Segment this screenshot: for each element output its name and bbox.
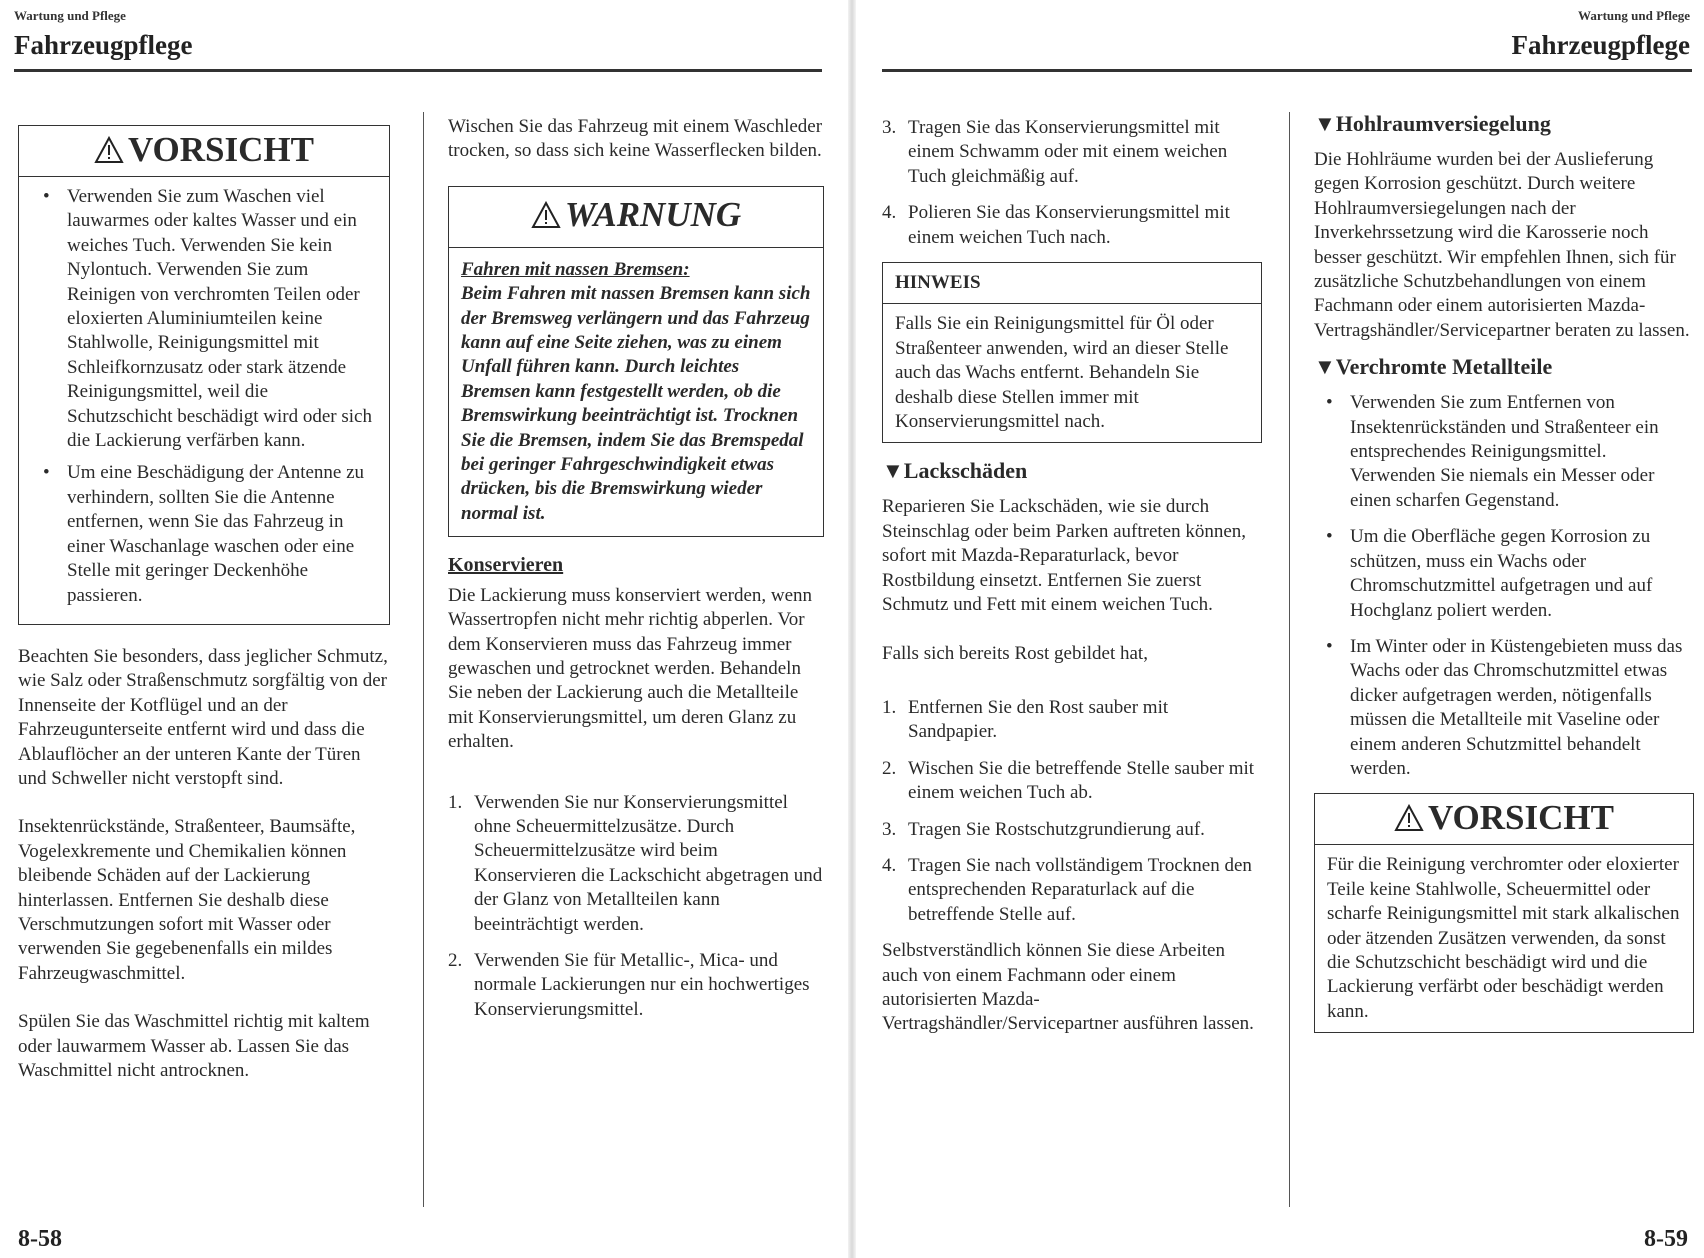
paragraph: Spülen Sie das Waschmittel richtig mit kaltem oder lauwarmem Wasser ab. Lassen Sie das Waschmittel nicht antrocknen. (18, 1011, 370, 1081)
paragraph: Selbstverständlich können Sie diese Arbeiten auch von einem Fachmann oder einem autorisierten Mazda-Vertragshändler/Servicepartner ausführen lassen. (882, 940, 1254, 1035)
column-divider (1289, 112, 1290, 1207)
list-item: 4. Tragen Sie nach vollständigem Trocknen den entsprechenden Reparaturlack auf die betreffende Stelle auf. (882, 854, 1252, 925)
vorsicht-box (1314, 793, 1694, 1033)
konservieren-steps (448, 791, 824, 1023)
list-item: 3. Tragen Sie das Konservierungsmittel mit einem Schwamm oder mit einem weichen Tuch gleichmäßig auf. (882, 117, 1228, 187)
paragraph: Die Lackierung muss konserviert werden, wenn Wassertropfen nicht mehr richtig abperlen. Vor dem Konservieren muss das Fahrzeug immer gewaschen und getrocknet werden. Behandeln Sie neben der Lackierung auch die Metallteile mit Konservierungsmittel, um deren Glanz zu erhalten. (448, 584, 813, 753)
section-title-metallteile: ▼Verchromte Metallteile (1314, 354, 1553, 380)
vorsicht-header (1315, 794, 1693, 845)
vorsicht-header (19, 126, 389, 177)
list-item: • Um die Oberfläche gegen Korrosion zu schützen, muss ein Wachs oder Chromschutzmittel aufgetragen und auf Hochglanz poliert werden. (1314, 525, 1694, 623)
warnung-body (449, 248, 823, 536)
metallteile-list (1314, 391, 1694, 781)
running-head: Wartung und Pflege (1578, 8, 1690, 23)
hinweis-header: HINWEIS (883, 263, 1261, 304)
chapter-title: Fahrzeugpflege (14, 30, 193, 60)
warnung-subtitle: Fahren mit nassen Bremsen: (461, 258, 690, 280)
list-item: 3. Tragen Sie Rostschutzgrundierung auf. (882, 818, 1205, 840)
warning-triangle-icon (1394, 797, 1424, 845)
list-item: • Um eine Beschädigung der Antenne zu verhindern, sollten Sie die Antenne entfernen, wenn Sie das Fahrzeug in einer Waschanlage waschen oder eine Stelle mit geringer Deckenhöhe passieren. (31, 461, 377, 607)
left-column-1 (18, 125, 393, 1107)
triangle-down-icon: ▼ (882, 458, 904, 484)
page-number: 8-58 (18, 1226, 62, 1252)
triangle-down-icon: ▼ (1314, 354, 1336, 380)
paragraph: Die Hohlräume wurden bei der Auslieferung gegen Korrosion geschützt. Durch weitere Hohlraumversiegelungen nach der Inverkehrssetzung wird die Karosserie noch besser geschützt. Wir empfehlen Ihnen, sich für zusätzliche Schutzbehandlungen von einem Fachmann oder einem autorisierten Mazda-Vertragshändler/Servicepartner beraten zu lassen. (1314, 149, 1690, 341)
list-item: • Im Winter oder in Küstengebieten muss das Wachs oder das Chromschutzmittel etwas dicker aufgetragen werden, nötigenfalls müssen die Metallteile mit Vaseline oder einem anderen Schutzmittel behandelt werden. (1314, 635, 1694, 781)
vorsicht-box (18, 125, 390, 625)
list-item: 2. Verwenden Sie für Metallic-, Mica- und normale Lackierungen nur ein hochwertiges Konservierungsmittel. (448, 949, 810, 1020)
header-rule (882, 69, 1692, 72)
list-item: 1. Entfernen Sie den Rost sauber mit Sandpapier. (882, 696, 1169, 743)
rust-steps (882, 696, 1262, 927)
list-item: 1. Verwenden Sie nur Konservierungsmittel ohne Scheuermittelzusätze. Durch Scheuermittelzusätze wird beim Konservieren die Lackschicht abgetragen und der Glanz von Metallteilen kann beeinträchtigt werden. (448, 791, 823, 935)
right-page (852, 0, 1704, 1258)
konservieren-steps-cont (882, 116, 1262, 250)
paragraph: Reparieren Sie Lackschäden, wie sie durch Steinschlag oder beim Parken auftreten können, sofort mit Mazda-Reparaturlack, bevor Rostbildung einsetzt. Entfernen Sie zuerst Schmutz und Fett mit einem weichen Tuch. (882, 496, 1247, 616)
list-item: • Verwenden Sie zum Entfernen von Insektenrückständen und Straßenteer ein entsprechendes Reinigungsmittel. Verwenden Sie niemals ein Messer oder einen scharfen Gegenstand. (1314, 391, 1694, 513)
warning-triangle-icon (94, 129, 124, 177)
list-item: 4. Polieren Sie das Konservierungsmittel mit einem weichen Tuch nach. (882, 202, 1230, 248)
triangle-down-icon: ▼ (1314, 111, 1336, 136)
list-item: • Verwenden Sie zum Waschen viel lauwarmes oder kaltes Wasser und ein weiches Tuch. Verwenden Sie kein Nylontuch. Verwenden Sie zum Reinigen von verchromten Teilen oder eloxierten Aluminiumteilen keine Stahlwolle, Reinigungsmittel mit Schleifkornzusatz oder stark ätzende Reinigungsmittel, weil die Schutzschicht beschädigt wird oder sich die Lackierung verfärben kann. (31, 185, 377, 453)
page-number: 8-59 (1644, 1226, 1688, 1252)
vorsicht-title: VORSICHT (127, 130, 314, 169)
running-head: Wartung und Pflege (14, 8, 126, 23)
warnung-text: Beim Fahren mit nassen Bremsen kann sich der Bremsweg verlängern und das Fahrzeug kann auf eine Seite ziehen, was zu einem Unfall führen kann. Durch leichtes Bremsen kann festgestellt werden, ob die Bremswirkung beeinträchtigt ist. Trocknen Sie die Bremsen, indem Sie das Bremspedal bei geringer Fahrgeschwindigkeit etwas drücken, bis die Bremswirkung wieder normal ist. (461, 283, 811, 524)
paragraph: Insektenrückstände, Straßenteer, Baumsäfte, Vogelexkremente und Chemikalien können bleibende Schäden auf der Lackierung hinterlassen. Entfernen Sie deshalb diese Verschmutzungen sofort mit Wasser oder verwenden Sie gegebenenfalls ein mildes Fahrzeugwaschmittel. (18, 816, 356, 984)
vorsicht-title: VORSICHT (1427, 798, 1614, 838)
warning-triangle-icon (531, 190, 561, 246)
warnung-title: WARNUNG (564, 194, 742, 234)
section-title-konservieren: Konservieren (448, 554, 564, 577)
list-item: 2. Wischen Sie die betreffende Stelle sauber mit einem weichen Tuch ab. (882, 757, 1255, 804)
vorsicht-body (19, 177, 389, 624)
warnung-box (448, 186, 824, 537)
right-column-1 (882, 116, 1262, 1061)
paragraph: Beachten Sie besonders, dass jeglicher Schmutz, wie Salz oder Straßenschmutz sorgfältig von der Innenseite der Kotflügel und an der Fahrzeugunterseite entfernt wird und dass die Ablauflöcher an der unteren Kante der Türen und Schweller nicht verstopft sind. (18, 645, 388, 789)
chapter-title: Fahrzeugpflege (1511, 30, 1690, 60)
paragraph: Wischen Sie das Fahrzeug mit einem Waschleder trocken, so dass sich keine Wasserflecken bilden. (448, 116, 823, 162)
right-column-2 (1314, 110, 1694, 1033)
section-title-lackschaeden: ▼Lackschäden (882, 458, 1028, 484)
header-rule (14, 69, 822, 72)
warnung-header (449, 187, 823, 248)
paragraph: Falls sich bereits Rost gebildet hat, (882, 642, 1148, 664)
vorsicht-text: Für die Reinigung verchromter oder eloxierter Teile keine Stahlwolle, Scheuermittel oder scharfe Reinigungsmittel mit stark alkalischen oder ätzenden Zusätzen verwenden, da sonst die Schutzschicht beschädigt wird und die Lackierung verfärbt oder beschädigt werden kann. (1327, 854, 1680, 1022)
left-column-2 (448, 115, 824, 1034)
column-divider (423, 112, 424, 1207)
section-title-hohlraum: ▼Hohlraumversiegelung (1314, 111, 1551, 136)
hinweis-text: Falls Sie ein Reinigungsmittel für Öl oder Straßenteer anwenden, wird an dieser Stelle auch das Wachs entfernt. Behandeln Sie deshalb diese Stellen immer mit Konservierungsmittel nach. (895, 313, 1229, 433)
hinweis-box (882, 262, 1262, 443)
